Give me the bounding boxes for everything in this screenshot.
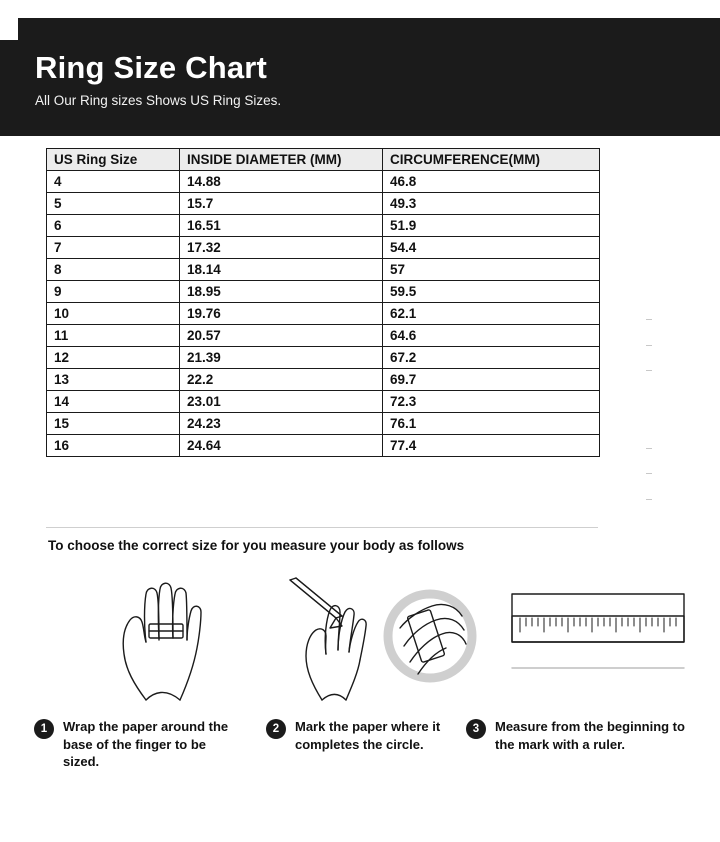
table-row	[47, 413, 600, 435]
ring-size-table	[46, 148, 600, 457]
cell-inside-diameter: 18.14	[180, 259, 383, 281]
step-text: Measure from the beginning to the mark with a ruler.	[495, 719, 685, 752]
cell-circumference: 72.3	[383, 391, 600, 413]
scan-artifact-tick	[646, 499, 652, 500]
cell-us-ring-size: 14	[47, 391, 180, 413]
column-header-inside-diameter: INSIDE DIAMETER (MM)	[180, 149, 383, 171]
step-number-badge: 3	[466, 719, 486, 739]
cell-inside-diameter: 20.57	[180, 325, 383, 347]
table-row	[47, 325, 600, 347]
cell-us-ring-size: 13	[47, 369, 180, 391]
cell-inside-diameter: 23.01	[180, 391, 383, 413]
cell-inside-diameter: 18.95	[180, 281, 383, 303]
hand-with-paper-strip-icon	[94, 576, 254, 706]
ruler-measuring-icon	[508, 576, 688, 706]
cell-us-ring-size: 6	[47, 215, 180, 237]
table-body	[47, 171, 600, 457]
cell-us-ring-size: 10	[47, 303, 180, 325]
cell-circumference: 51.9	[383, 215, 600, 237]
section-divider	[46, 527, 598, 528]
cell-circumference: 46.8	[383, 171, 600, 193]
scan-artifact-tick	[646, 370, 652, 371]
column-header-us-ring-size: US Ring Size	[47, 149, 180, 171]
step-text: Wrap the paper around the base of the finger to be sized.	[63, 719, 229, 770]
cell-circumference: 76.1	[383, 413, 600, 435]
cell-us-ring-size: 7	[47, 237, 180, 259]
page-subtitle: All Our Ring sizes Shows US Ring Sizes.	[35, 92, 282, 108]
table-row	[47, 435, 600, 457]
cell-inside-diameter: 19.76	[180, 303, 383, 325]
cell-inside-diameter: 24.23	[180, 413, 383, 435]
cell-us-ring-size: 9	[47, 281, 180, 303]
cell-circumference: 69.7	[383, 369, 600, 391]
table-row	[47, 369, 600, 391]
step-1	[34, 718, 244, 771]
step-text: Mark the paper where it completes the circle.	[295, 719, 441, 752]
cell-us-ring-size: 12	[47, 347, 180, 369]
table-row	[47, 171, 600, 193]
page-title: Ring Size Chart	[35, 50, 268, 85]
header-corner-notch	[0, 18, 18, 40]
table-header	[47, 149, 600, 171]
cell-us-ring-size: 15	[47, 413, 180, 435]
step-2	[266, 718, 466, 753]
hand-marking-paper-with-pencil-icon	[278, 576, 478, 706]
table-row	[47, 237, 600, 259]
table-header-row	[47, 149, 600, 171]
scan-artifact-tick	[646, 473, 652, 474]
table-row	[47, 391, 600, 413]
cell-inside-diameter: 17.32	[180, 237, 383, 259]
cell-circumference: 49.3	[383, 193, 600, 215]
header	[35, 50, 675, 108]
cell-circumference: 62.1	[383, 303, 600, 325]
cell-circumference: 67.2	[383, 347, 600, 369]
table-row	[47, 281, 600, 303]
cell-inside-diameter: 24.64	[180, 435, 383, 457]
scan-artifact-tick	[646, 448, 652, 449]
cell-circumference: 77.4	[383, 435, 600, 457]
table-row	[47, 259, 600, 281]
table-row	[47, 303, 600, 325]
scan-artifact-tick	[646, 345, 652, 346]
cell-inside-diameter: 14.88	[180, 171, 383, 193]
cell-us-ring-size: 16	[47, 435, 180, 457]
cell-us-ring-size: 8	[47, 259, 180, 281]
cell-circumference: 64.6	[383, 325, 600, 347]
cell-circumference: 57	[383, 259, 600, 281]
table-row	[47, 347, 600, 369]
step-number-badge: 1	[34, 719, 54, 739]
step-3	[466, 718, 706, 753]
steps-row	[28, 718, 700, 778]
cell-inside-diameter: 15.7	[180, 193, 383, 215]
column-header-circumference: CIRCUMFERENCE(MM)	[383, 149, 600, 171]
cell-us-ring-size: 5	[47, 193, 180, 215]
cell-inside-diameter: 22.2	[180, 369, 383, 391]
table-row	[47, 193, 600, 215]
cell-inside-diameter: 16.51	[180, 215, 383, 237]
cell-us-ring-size: 4	[47, 171, 180, 193]
measure-instructions-lead: To choose the correct size for you measure your body as follows	[48, 538, 465, 553]
cell-us-ring-size: 11	[47, 325, 180, 347]
table-row	[47, 215, 600, 237]
step-number-badge: 2	[266, 719, 286, 739]
ring-size-table-container	[46, 148, 656, 457]
scan-artifact-tick	[646, 319, 652, 320]
cell-circumference: 59.5	[383, 281, 600, 303]
cell-inside-diameter: 21.39	[180, 347, 383, 369]
illustrations-row	[28, 576, 692, 706]
cell-circumference: 54.4	[383, 237, 600, 259]
